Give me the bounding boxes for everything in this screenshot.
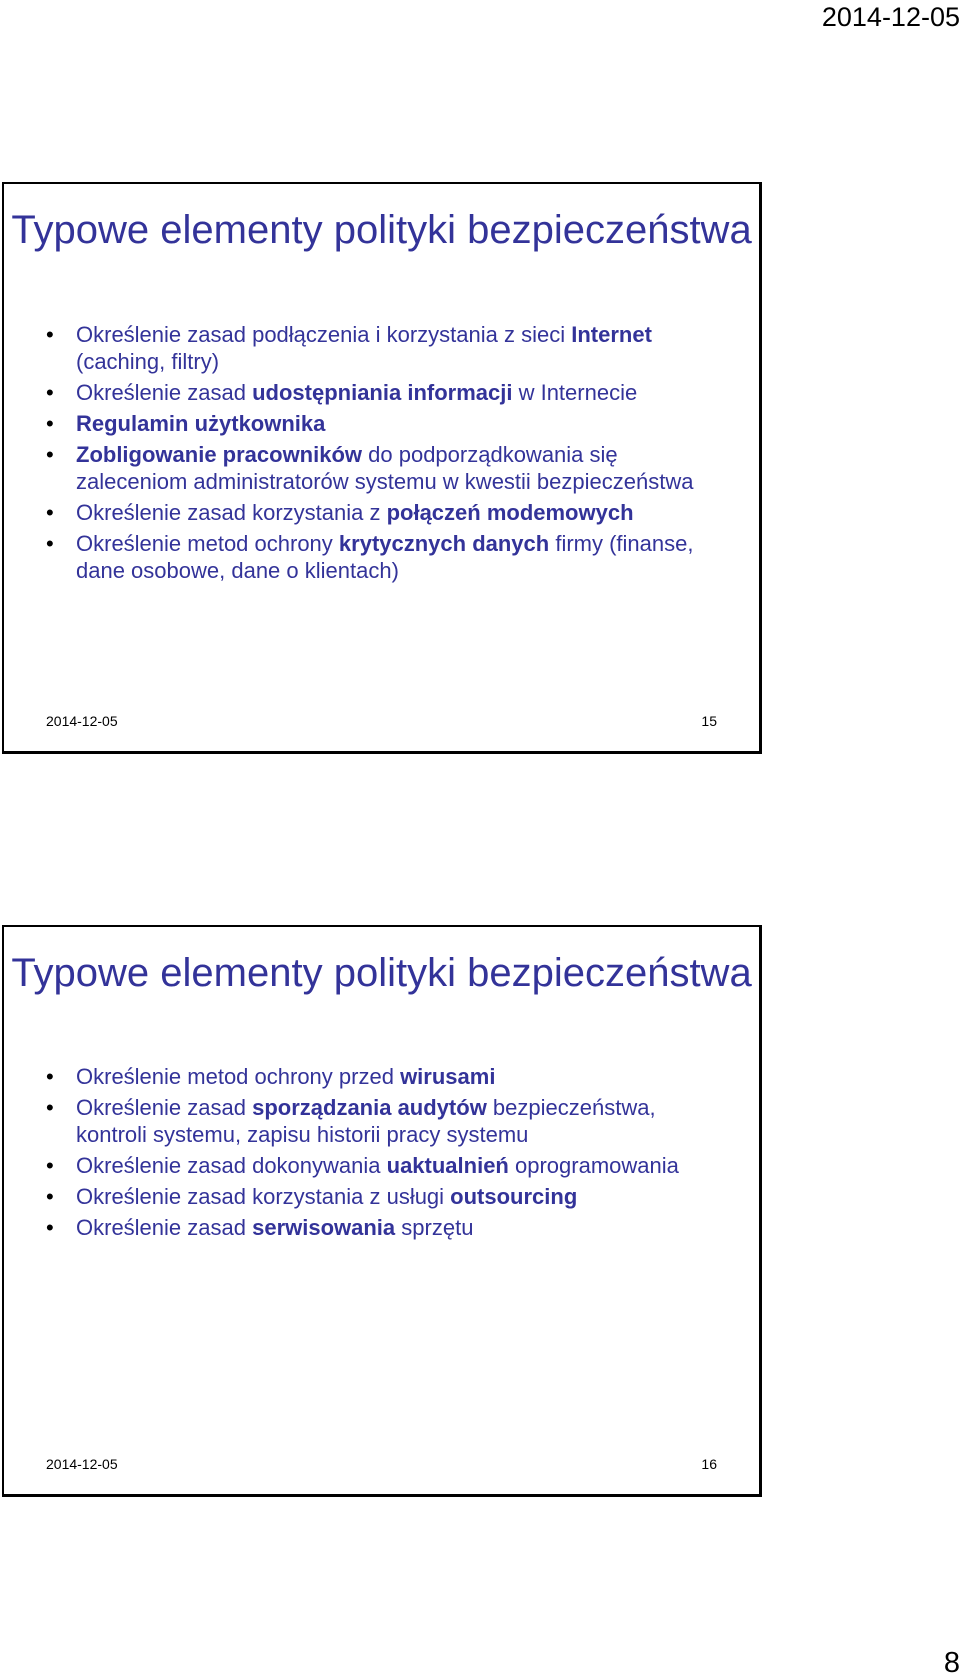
bullet-item (46, 410, 729, 437)
slide-title: Typowe elementy polityki bezpieczeństwa (11, 951, 752, 995)
bullet-text: Określenie zasad podłączenia i korzystania z sieci (76, 322, 572, 347)
bullet-text-bold: Zobligowanie pracowników (76, 442, 363, 467)
bullet-text-bold: sporządzania audytów (252, 1095, 487, 1120)
bullet-item (46, 499, 729, 526)
bullet-text-bold: Regulamin użytkownika (76, 411, 326, 436)
bullet-text: w Internecie (512, 380, 638, 405)
bullet-text: (caching, filtry) (76, 349, 220, 374)
slide-footer-number: 15 (701, 713, 717, 729)
slide-16 (2, 925, 762, 1497)
bullet-text: sprzętu (395, 1215, 474, 1240)
bullet-text-bold: wirusami (400, 1064, 496, 1089)
bullet-list (46, 1063, 729, 1245)
bullet-text-bold: serwisowania (252, 1215, 396, 1240)
bullet-text: Określenie zasad (76, 380, 253, 405)
bullet-text-bold: outsourcing (450, 1184, 578, 1209)
bullet-text-bold: Internet (571, 322, 652, 347)
bullet-item (46, 379, 729, 406)
bullet-text: Określenie zasad dokonywania (76, 1153, 387, 1178)
bullet-text: Określenie metod ochrony przed (76, 1064, 401, 1089)
slide-footer-date: 2014-12-05 (46, 1456, 118, 1472)
bullet-text: Określenie zasad korzystania z (76, 500, 387, 525)
bullet-item (46, 1152, 729, 1179)
bullet-item (46, 1183, 729, 1210)
bullet-text: Określenie zasad (76, 1215, 253, 1240)
bullet-item (46, 1063, 729, 1090)
bullet-item (46, 441, 729, 495)
bullet-text: do podporządkowania się zaleceniom administratorów systemu w kwestii bezpieczeństwa (76, 442, 694, 494)
slide-title: Typowe elementy polityki bezpieczeństwa (11, 208, 752, 252)
bullet-text: oprogramowania (508, 1153, 679, 1178)
page-date: 2014-12-05 (821, 2, 960, 32)
slide-footer-number: 16 (701, 1456, 717, 1472)
bullet-text: Określenie metod ochrony (76, 531, 339, 556)
bullet-text-bold: połączeń modemowych (386, 500, 634, 525)
bullet-text: bezpieczeństwa, kontroli systemu, zapisu historii pracy systemu (76, 1095, 656, 1147)
bullet-item (46, 1094, 729, 1148)
bullet-text: Określenie zasad (76, 1095, 253, 1120)
bullet-text-bold: krytycznych danych (338, 531, 550, 556)
slide-15 (2, 182, 762, 754)
bullet-item (46, 1214, 729, 1241)
bullet-text-bold: udostępniania informacji (252, 380, 513, 405)
bullet-item (46, 321, 729, 375)
bullet-text-bold: uaktualnień (386, 1153, 509, 1178)
page-number: 8 (943, 1647, 960, 1679)
bullet-item (46, 530, 729, 584)
slide-footer-date: 2014-12-05 (46, 713, 118, 729)
bullet-text: firmy (finanse, dane osobowe, dane o klientach) (76, 531, 694, 583)
bullet-text: Określenie zasad korzystania z usługi (76, 1184, 451, 1209)
bullet-list (46, 321, 729, 588)
